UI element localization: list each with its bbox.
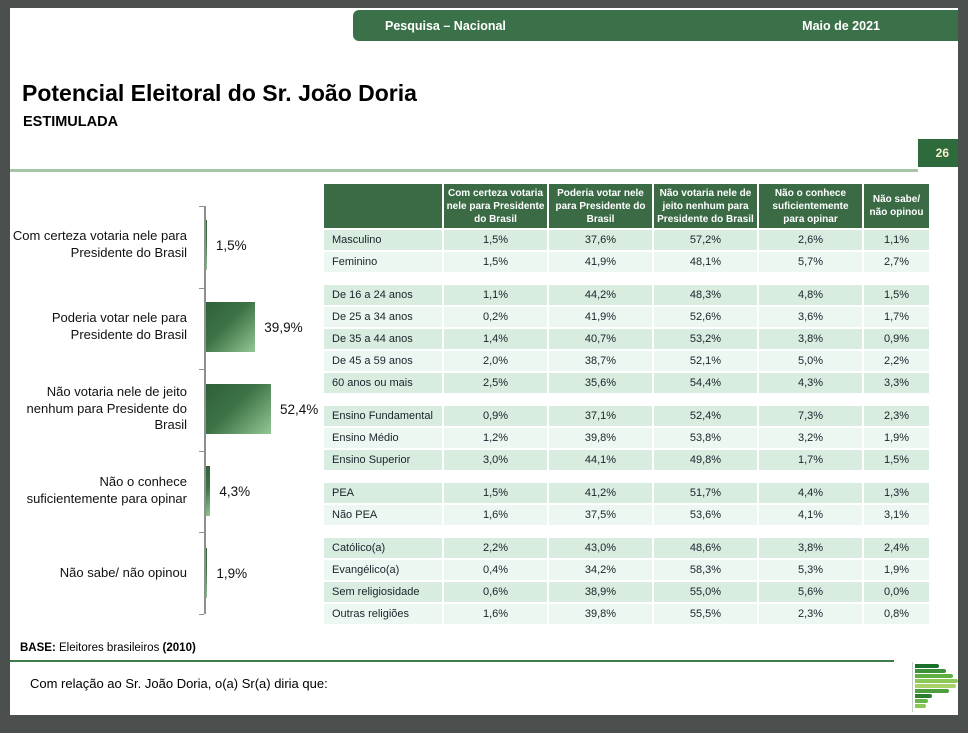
value-cell: 2,6%: [759, 230, 862, 250]
chart-bar: [205, 302, 255, 352]
logo-bar: [915, 699, 928, 703]
crosstab-colgroup: [324, 184, 929, 624]
value-cell: 4,4%: [759, 483, 862, 503]
value-cell: 2,5%: [444, 373, 547, 393]
crosstab-column-header: Não o conhece suficientemente para opinar: [759, 184, 862, 228]
value-cell: 5,6%: [759, 582, 862, 602]
row-label: De 35 a 44 anos: [324, 329, 442, 349]
value-cell: 1,9%: [864, 428, 929, 448]
slide-header-banner: [353, 10, 958, 41]
chart-axis-tick: [199, 451, 204, 452]
chart-axis-tick: [199, 369, 204, 370]
value-cell: 1,6%: [444, 604, 547, 624]
chart-axis-tick: [199, 288, 204, 289]
row-label: Masculino: [324, 230, 442, 250]
value-cell: 1,4%: [444, 329, 547, 349]
value-cell: 52,6%: [654, 307, 757, 327]
value-cell: 1,5%: [864, 450, 929, 470]
table-row: [324, 560, 929, 580]
base-note-text: Eleitores brasileiros: [58, 642, 160, 654]
value-cell: 2,4%: [864, 538, 929, 558]
row-label: Outras religiões: [324, 604, 442, 624]
chart-bar-area: [196, 220, 320, 270]
row-label: Sem religiosidade: [324, 582, 442, 602]
value-cell: 0,0%: [864, 582, 929, 602]
value-cell: 1,5%: [444, 252, 547, 272]
value-cell: 3,8%: [759, 538, 862, 558]
chart-value-label: 4,3%: [219, 483, 251, 499]
chart-category-label: Não o conhece suficientemente para opinar: [26, 474, 187, 506]
table-row: [324, 582, 929, 602]
row-label: Evangélico(a): [324, 560, 442, 580]
table-row: [324, 230, 929, 250]
value-cell: 0,9%: [864, 329, 929, 349]
value-cell: 0,2%: [444, 307, 547, 327]
value-cell: 34,2%: [549, 560, 652, 580]
value-cell: 1,5%: [444, 483, 547, 503]
value-cell: 4,1%: [759, 505, 862, 525]
row-label: PEA: [324, 483, 442, 503]
value-cell: 53,2%: [654, 329, 757, 349]
value-cell: 44,1%: [549, 450, 652, 470]
crosstab-group-spacer: [324, 274, 929, 283]
crosstab-body: [324, 230, 929, 624]
survey-question: Com relação ao Sr. João Doria, o(a) Sr(a) diria que:: [30, 676, 328, 691]
value-cell: 3,6%: [759, 307, 862, 327]
crosstab-group-spacer: [324, 527, 929, 536]
chart-category-label: Poderia votar nele para Presidente do Brasil: [51, 310, 187, 342]
value-cell: 1,5%: [864, 285, 929, 305]
crosstab-group-spacer: [324, 395, 929, 404]
table-row: [324, 538, 929, 558]
chart-axis-tick: [199, 614, 204, 615]
spacer-cell: [324, 472, 929, 481]
value-cell: 43,0%: [549, 538, 652, 558]
value-cell: 3,1%: [864, 505, 929, 525]
chart-category-label: Com certeza votaria nele para Presidente do Brasil: [12, 228, 187, 260]
value-cell: 5,0%: [759, 351, 862, 371]
table-row: [324, 505, 929, 525]
value-cell: 5,7%: [759, 252, 862, 272]
value-cell: 1,7%: [864, 307, 929, 327]
spacer-cell: [324, 395, 929, 404]
crosstab-header-row: [324, 184, 929, 228]
table-row: [324, 483, 929, 503]
logo-bar: [915, 684, 956, 688]
value-cell: 40,7%: [549, 329, 652, 349]
value-cell: 39,8%: [549, 604, 652, 624]
chart-value-label: 52,4%: [280, 401, 319, 417]
page-number-badge: 26: [918, 139, 958, 167]
chart-bar: [205, 384, 271, 434]
crosstab-column-header: Poderia votar nele para Presidente do Brasil: [549, 184, 652, 228]
page-subtitle: ESTIMULADA: [23, 114, 119, 130]
table-row: [324, 285, 929, 305]
crosstab-corner-cell: [324, 184, 442, 228]
row-label: 60 anos ou mais: [324, 373, 442, 393]
value-cell: 1,2%: [444, 428, 547, 448]
page-title: Potencial Eleitoral do Sr. João Doria: [22, 80, 417, 106]
logo-bar: [915, 664, 939, 668]
base-note: [20, 642, 196, 654]
value-cell: 38,7%: [549, 351, 652, 371]
value-cell: 55,0%: [654, 582, 757, 602]
crosstab-group-spacer: [324, 472, 929, 481]
value-cell: 1,1%: [864, 230, 929, 250]
value-cell: 48,6%: [654, 538, 757, 558]
value-cell: 54,4%: [654, 373, 757, 393]
value-cell: 5,3%: [759, 560, 862, 580]
table-row: [324, 307, 929, 327]
logo-bar: [915, 704, 926, 708]
value-cell: 1,3%: [864, 483, 929, 503]
value-cell: 55,5%: [654, 604, 757, 624]
value-cell: 37,5%: [549, 505, 652, 525]
value-cell: 0,9%: [444, 406, 547, 426]
row-label: De 25 a 34 anos: [324, 307, 442, 327]
chart-row: [12, 450, 320, 532]
chart-bar: [205, 466, 210, 516]
logo-bar: [915, 674, 953, 678]
value-cell: 4,8%: [759, 285, 862, 305]
chart-value-label: 39,9%: [264, 319, 303, 335]
row-label: De 45 a 59 anos: [324, 351, 442, 371]
chart-row: [12, 532, 320, 614]
value-cell: 53,8%: [654, 428, 757, 448]
chart-bar-area: [196, 302, 320, 352]
value-cell: 37,1%: [549, 406, 652, 426]
crosstab-head: [324, 184, 929, 228]
table-row: [324, 604, 929, 624]
slide: [10, 8, 958, 715]
row-label: Católico(a): [324, 538, 442, 558]
chart-row: [12, 286, 320, 368]
row-label: Feminino: [324, 252, 442, 272]
value-cell: 57,2%: [654, 230, 757, 250]
footer-divider: [10, 660, 894, 662]
table-row: [324, 428, 929, 448]
base-note-prefix: BASE:: [20, 642, 56, 654]
value-cell: 38,9%: [549, 582, 652, 602]
value-cell: 48,3%: [654, 285, 757, 305]
parana-pesquisas-logo: [912, 662, 958, 712]
row-label: Não PEA: [324, 505, 442, 525]
value-cell: 3,0%: [444, 450, 547, 470]
logo-bar: [915, 669, 946, 673]
value-cell: 49,8%: [654, 450, 757, 470]
chart-bar-area: [196, 384, 320, 434]
value-cell: 39,8%: [549, 428, 652, 448]
value-cell: 3,3%: [864, 373, 929, 393]
table-row: [324, 351, 929, 371]
value-cell: 4,3%: [759, 373, 862, 393]
value-cell: 3,8%: [759, 329, 862, 349]
chart-value-label: 1,9%: [216, 565, 248, 581]
value-cell: 41,9%: [549, 307, 652, 327]
chart-row: [12, 204, 320, 286]
chart-axis-tick: [199, 206, 204, 207]
spacer-cell: [324, 274, 929, 283]
crosstab-table: [322, 182, 931, 626]
table-row: [324, 329, 929, 349]
table-row: [324, 252, 929, 272]
potential-chart: [12, 204, 320, 616]
table-row: [324, 406, 929, 426]
row-label: Ensino Fundamental: [324, 406, 442, 426]
chart-bar-area: [196, 548, 320, 598]
logo-bar: [915, 694, 932, 698]
value-cell: 2,3%: [759, 604, 862, 624]
value-cell: 2,3%: [864, 406, 929, 426]
logo-bar: [915, 679, 958, 683]
row-label: Ensino Superior: [324, 450, 442, 470]
crosstab-column-header: Não votaria nele de jeito nenhum para Presidente do Brasil: [654, 184, 757, 228]
base-note-suffix: (2010): [162, 642, 196, 654]
value-cell: 58,3%: [654, 560, 757, 580]
chart-value-label: 1,5%: [215, 237, 247, 253]
value-cell: 2,0%: [444, 351, 547, 371]
survey-scope-label: Pesquisa – Nacional: [385, 18, 506, 33]
value-cell: 52,1%: [654, 351, 757, 371]
value-cell: 51,7%: [654, 483, 757, 503]
chart-axis-tick: [199, 532, 204, 533]
title-divider: [10, 169, 918, 172]
value-cell: 52,4%: [654, 406, 757, 426]
crosstab-column-header: Com certeza votaria nele para Presidente do Brasil: [444, 184, 547, 228]
table-row: [324, 450, 929, 470]
table-row: [324, 373, 929, 393]
chart-row: [12, 368, 320, 450]
value-cell: 2,2%: [864, 351, 929, 371]
value-cell: 44,2%: [549, 285, 652, 305]
chart-bar-area: [196, 466, 320, 516]
survey-date-label: Maio de 2021: [802, 18, 880, 33]
crosstab-column-header: Não sabe/ não opinou: [864, 184, 929, 228]
value-cell: 3,2%: [759, 428, 862, 448]
value-cell: 0,4%: [444, 560, 547, 580]
value-cell: 1,6%: [444, 505, 547, 525]
value-cell: 0,6%: [444, 582, 547, 602]
value-cell: 1,9%: [864, 560, 929, 580]
value-cell: 0,8%: [864, 604, 929, 624]
value-cell: 2,7%: [864, 252, 929, 272]
value-cell: 1,5%: [444, 230, 547, 250]
value-cell: 7,3%: [759, 406, 862, 426]
value-cell: 37,6%: [549, 230, 652, 250]
row-label: Ensino Médio: [324, 428, 442, 448]
chart-category-label: Não votaria nele de jeito nenhum para Presidente do Brasil: [26, 383, 187, 433]
value-cell: 1,7%: [759, 450, 862, 470]
spacer-cell: [324, 527, 929, 536]
chart-axis: [204, 206, 206, 614]
value-cell: 48,1%: [654, 252, 757, 272]
row-label: De 16 a 24 anos: [324, 285, 442, 305]
chart-category-label: Não sabe/ não opinou: [59, 564, 187, 580]
logo-bar: [915, 689, 949, 693]
value-cell: 35,6%: [549, 373, 652, 393]
value-cell: 1,1%: [444, 285, 547, 305]
value-cell: 41,9%: [549, 252, 652, 272]
value-cell: 2,2%: [444, 538, 547, 558]
value-cell: 41,2%: [549, 483, 652, 503]
value-cell: 53,6%: [654, 505, 757, 525]
